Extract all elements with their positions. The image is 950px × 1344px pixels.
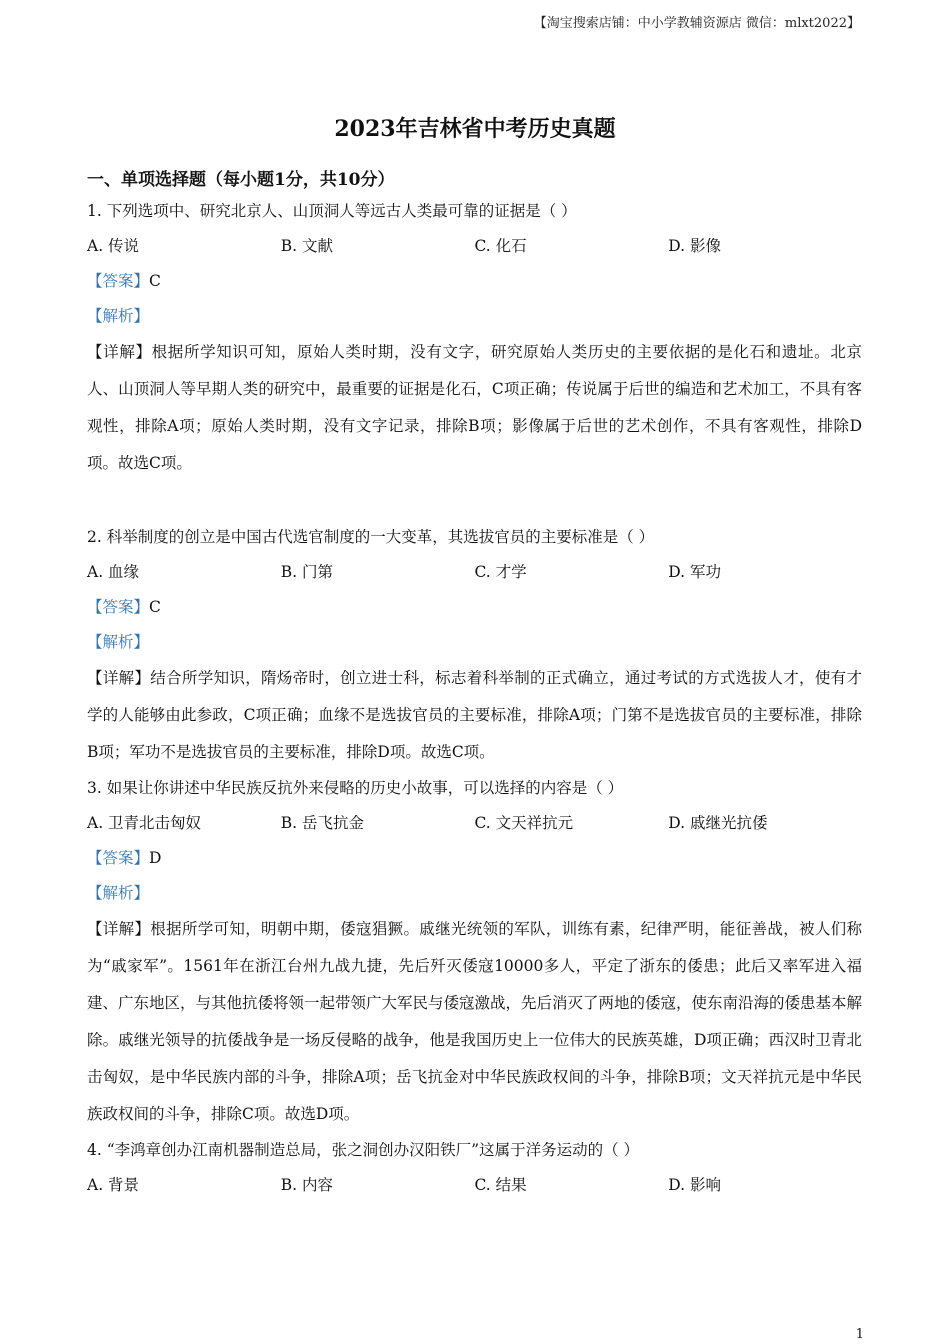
document-body [87, 166, 862, 1203]
question-stem: 3. 如果让你讲述中华民族反抗外来侵略的历史小故事，可以选择的内容是（ ） [87, 779, 624, 797]
answer-tag: 【答案】 [87, 849, 150, 867]
option-d: D. 戚继光抗倭 [668, 814, 768, 832]
detail-paragraph [87, 334, 862, 482]
option-a: A. 传说 [87, 237, 140, 255]
option-d: D. 影像 [668, 237, 721, 255]
answer-value: C [149, 272, 161, 290]
option-list [87, 1168, 862, 1203]
question-3 [87, 771, 862, 1133]
question-1 [87, 194, 862, 482]
answer-line [87, 264, 862, 299]
answer-value: C [149, 598, 161, 616]
option-list [87, 229, 862, 264]
header-note: 【淘宝搜索店铺：中小学教辅资源店 微信：mlxt2022】 [533, 16, 860, 31]
option-c: C. 才学 [474, 563, 527, 581]
question-stem: 2. 科举制度的创立是中国古代选官制度的一大变革，其选拔官员的主要标准是（ ） [87, 528, 655, 546]
answer-tag: 【答案】 [87, 272, 150, 290]
detail-tag: 【详解】 [87, 669, 151, 687]
option-b: B. 文献 [280, 237, 333, 255]
option-d: D. 军功 [668, 563, 721, 581]
option-c: C. 文天祥抗元 [474, 814, 574, 832]
option-c: C. 结果 [474, 1176, 527, 1194]
question-4 [87, 1133, 862, 1203]
answer-line [87, 590, 862, 625]
question-2 [87, 520, 862, 771]
detail-text: 根据所学知识可知，原始人类时期，没有文字，研究原始人类历史的主要依据的是化石和遗址。北京人、山顶洞人等早期人类的研究中，最重要的证据是化石，C项正确；传说属于后世的编造和艺术加工，不具有客观性，排除A项；原始人类时期，没有文字记录，排除B项；影像属于后世的艺术创作，不具有客观性，排除D项。故选C项。 [87, 343, 862, 472]
option-b: B. 岳飞抗金 [280, 814, 364, 832]
option-a: A. 背景 [87, 1176, 140, 1194]
analysis-tag: 【解析】 [87, 633, 150, 651]
detail-tag: 【详解】 [87, 920, 151, 938]
answer-line [87, 841, 862, 876]
detail-paragraph [87, 660, 862, 771]
analysis-tag: 【解析】 [87, 884, 150, 902]
option-list [87, 555, 862, 590]
option-a: A. 卫青北击匈奴 [87, 814, 202, 832]
option-b: B. 门第 [280, 563, 333, 581]
detail-paragraph [87, 911, 862, 1133]
question-stem: 1. 下列选项中、研究北京人、山顶洞人等远古人类最可靠的证据是（ ） [87, 202, 577, 220]
page-title: 2023年吉林省中考历史真题 [334, 116, 616, 142]
section-heading: 一、单项选择题（每小题1分，共10分） [87, 170, 395, 190]
option-c: C. 化石 [474, 237, 527, 255]
detail-text: 根据所学可知，明朝中期，倭寇猖獗。戚继光统领的军队，训练有素，纪律严明，能征善战，被人们称为“戚家军”。1561年在浙江台州九战九捷，先后歼灭倭寇10000多人，平定了浙东的倭患；此后又率军进入福建、广东地区，与其他抗倭将领一起带领广大军民与倭寇激战，先后消灭了两地的倭寇，使东南沿海的倭患基本解除。戚继光领导的抗倭战争是一场反侵略的战争，他是我国历史上一位伟大的民族英雄，D项正确；西汉时卫青北击匈奴，是中华民族内部的斗争，排除A项；岳飞抗金对中华民族政权间的斗争，排除B项；文天祥抗元是中华民族政权间的斗争，排除C项。故选D项。 [87, 920, 863, 1123]
option-list [87, 806, 862, 841]
detail-text: 结合所学知识，隋炀帝时，创立进士科，标志着科举制的正式确立，通过考试的方式选拔人才，使有才学的人能够由此参政，C项正确；血缘不是选拔官员的主要标准，排除A项；门第不是选拔官员的主要标准，排除B项；军功不是选拔官员的主要标准，排除D项。故选C项。 [87, 669, 862, 761]
detail-tag: 【详解】 [87, 343, 152, 361]
answer-tag: 【答案】 [87, 598, 150, 616]
analysis-tag: 【解析】 [87, 307, 150, 325]
question-stem: 4. “李鸿章创办江南机器制造总局，张之洞创办汉阳铁厂”这属于洋务运动的（ ） [87, 1141, 639, 1159]
option-d: D. 影响 [668, 1176, 721, 1194]
page-number: 1 [855, 1327, 864, 1342]
option-b: B. 内容 [280, 1176, 333, 1194]
answer-value: D [149, 849, 162, 867]
option-a: A. 血缘 [87, 563, 140, 581]
